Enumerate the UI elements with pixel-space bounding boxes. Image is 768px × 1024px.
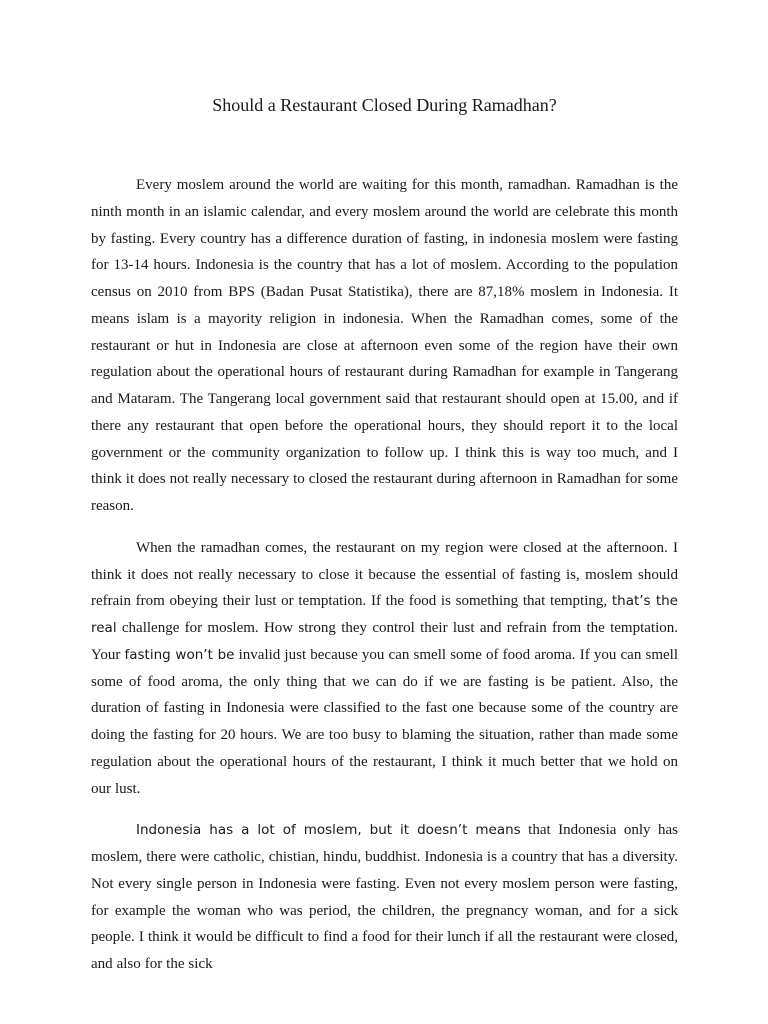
paragraph-2-text-d: fasting won’t be <box>124 646 235 663</box>
document-body <box>91 172 678 978</box>
document-page <box>91 0 678 1024</box>
paragraph-3-text-b: that Indonesia only has moslem, there were catholic, chistian, hindu, buddhist. Indonesia is a country that has a diversity. Not every single person in Indonesia were fasting. Even not every moslem person were fasting, for example the woman who was period, the children, the pregnancy woman, and for a sick people. I think it would be difficult to find a food for their lunch if all the restaurant were closed, and also for the sick <box>91 822 678 972</box>
paragraph-2-text-a: When the ramadhan comes, the restaurant on my region were closed at the afternoon. I think it does not really necessary to close it because the essential of fasting is, moslem should refrain from obeying their lust or temptation. If the food is something that tempting, <box>91 539 678 610</box>
paragraph-3-text-a: Indonesia has a lot of moslem, but it doesn’t means <box>136 822 521 839</box>
document-title: Should a Restaurant Closed During Ramadhan? <box>212 95 557 115</box>
paragraph-1-text: Every moslem around the world are waiting for this month, ramadhan. Ramadhan is the ninth month in an islamic calendar, and every moslem around the world are celebrate this month by fasting. Every country has a difference duration of fasting, in indonesia moslem were fasting for 13-14 hours. Indonesia is the country that has a lot of moslem. According to the population census on 2010 from BPS (Badan Pusat Statistika), there are 87,18% moslem in Indonesia. It means islam is a mayority religion in indonesia. When the Ramadhan comes, some of the restaurant or hut in Indonesia are close at afternoon even some of the region have their own regulation about the operational hours of restaurant during Ramadhan for example in Tangerang and Mataram. The Tangerang local government said that restaurant should open at 15.00, and if there any restaurant that open before the operational hours, they should report it to the local government or the community organization to follow up. I think this is way too much, and I think it does not really necessary to closed the restaurant during afternoon in Ramadhan for some reason. <box>91 177 678 514</box>
paragraph-2-text-c: challenge for moslem. How strong they control their lust and refrain from the temptation. Your <box>91 620 678 663</box>
paragraph-2-text-b: that’s the real <box>91 593 678 636</box>
paragraph-2-text-e: invalid just because you can smell some of food aroma. If you can smell some of food aroma, the only thing that we can do if we are fasting is be patient. Also, the duration of fasting in Indonesia were classified to the fast one because some of the country are doing the fasting for 20 hours. We are too busy to blaming the situation, rather than made some regulation about the operational hours of the restaurant, I think it much better that we hold on our lust. <box>91 646 678 797</box>
paragraph-1 <box>91 172 678 520</box>
paragraph-2 <box>91 535 678 803</box>
paragraph-3 <box>91 817 678 978</box>
